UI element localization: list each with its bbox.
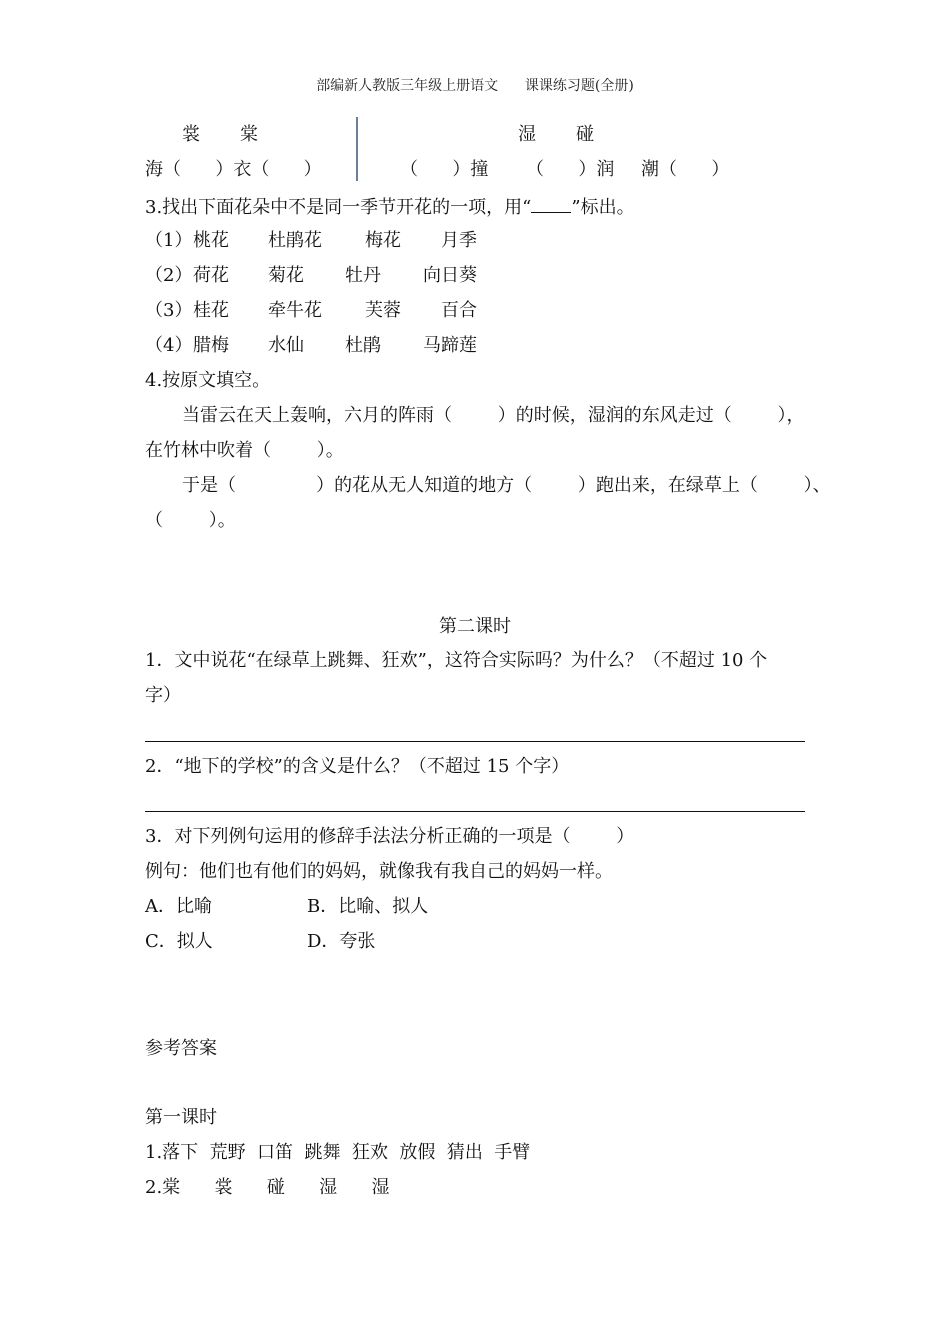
l2-option-b: B．比喻、拟人 xyxy=(307,896,429,917)
q2-right-row-1: （ ）撞 xyxy=(400,159,489,180)
q3-row-3-item-4: 百合 xyxy=(441,300,477,321)
q2-right-row-3: 潮（ ） xyxy=(641,159,730,180)
q3-row-1-item-1: 桃花 xyxy=(193,230,229,251)
q3-row-2-num: （2） xyxy=(145,265,193,286)
answer-underline xyxy=(531,198,571,213)
q3-question xyxy=(145,198,635,217)
q3-row-2-item-4: 向日葵 xyxy=(423,265,477,286)
answers-lesson1: 第一课时 xyxy=(145,1107,217,1128)
q3-row-1-item-4: 月季 xyxy=(441,230,477,251)
q3-row-3-item-1: 桂花 xyxy=(193,300,229,321)
q3-row-1-num: （1） xyxy=(145,230,193,251)
l2-option-c: C．拟人 xyxy=(145,931,213,952)
q2-left-char-1: 裳 xyxy=(182,124,200,145)
l2-option-a: A．比喻 xyxy=(145,896,212,917)
q3-row-4-item-3: 杜鹃 xyxy=(345,335,381,356)
l2-q1-line1: 1．文中说花“在绿草上跳舞、狂欢”，这符合实际吗？为什么？（不超过 10 个 xyxy=(145,650,768,671)
q3-row-2-item-1: 荷花 xyxy=(193,265,229,286)
q4-p1-line1: 当雷云在天上轰响，六月的阵雨（ ）的时候，湿润的东风走过（ ）， xyxy=(182,405,805,426)
q4-p1-line2: 在竹林中吹着（ ）。 xyxy=(145,440,344,461)
q3-text-after: ”标出。 xyxy=(571,197,635,218)
l2-q2: 2．“地下的学校”的含义是什么？（不超过 15 个字） xyxy=(145,756,570,777)
q3-row-1-item-3: 梅花 xyxy=(365,230,401,251)
q2-left-char-2: 棠 xyxy=(240,124,258,145)
q2-right-char-1: 湿 xyxy=(518,124,536,145)
q2-right-row-2: （ ）润 xyxy=(526,159,615,180)
l2-q3: 3．对下列例句运用的修辞手法法分析正确的一项是（ ） xyxy=(145,826,635,847)
table-divider xyxy=(356,117,358,181)
q3-text-before: 3.找出下面花朵中不是同一季节开花的一项，用“ xyxy=(145,197,532,218)
lesson2-title: 第二课时 xyxy=(439,616,511,637)
q3-row-4-num: （4） xyxy=(145,335,193,356)
q3-row-1-item-2: 杜鹃花 xyxy=(268,230,322,251)
q2-right-char-2: 碰 xyxy=(576,124,594,145)
l2-q1-line2: 字） xyxy=(145,685,181,706)
l2-option-d: D．夸张 xyxy=(307,931,376,952)
q3-row-2-item-3: 牡丹 xyxy=(345,265,381,286)
answer-line-1 xyxy=(145,741,805,742)
q2-left-row: 海（ ）衣（ ） xyxy=(145,159,322,180)
q3-row-3-item-2: 牵牛花 xyxy=(268,300,322,321)
q3-row-2-item-2: 菊花 xyxy=(268,265,304,286)
answer-line-2 xyxy=(145,811,805,812)
q3-row-4-item-4: 马蹄莲 xyxy=(423,335,477,356)
q4-p2-line1: 于是（ ）的花从无人知道的地方（ ）跑出来，在绿草上（ ）、 xyxy=(182,475,831,496)
q3-row-3-item-3: 芙蓉 xyxy=(365,300,401,321)
answers-title: 参考答案 xyxy=(145,1038,217,1059)
answer-1: 1.落下 荒野 口笛 跳舞 狂欢 放假 猜出 手臂 xyxy=(145,1142,531,1163)
l2-example: 例句：他们也有他们的妈妈，就像我有我自己的妈妈一样。 xyxy=(145,861,613,882)
q3-row-4-item-2: 水仙 xyxy=(268,335,304,356)
q4-p2-line2: （ ）。 xyxy=(145,510,236,531)
page-header: 部编新人教版三年级上册语文 课课练习题(全册) xyxy=(316,78,634,94)
answer-2: 2.棠 裳 碰 湿 湿 xyxy=(145,1177,390,1198)
q3-row-3-num: （3） xyxy=(145,300,193,321)
q4-title: 4.按原文填空。 xyxy=(145,370,271,391)
q3-row-4-item-1: 腊梅 xyxy=(193,335,229,356)
